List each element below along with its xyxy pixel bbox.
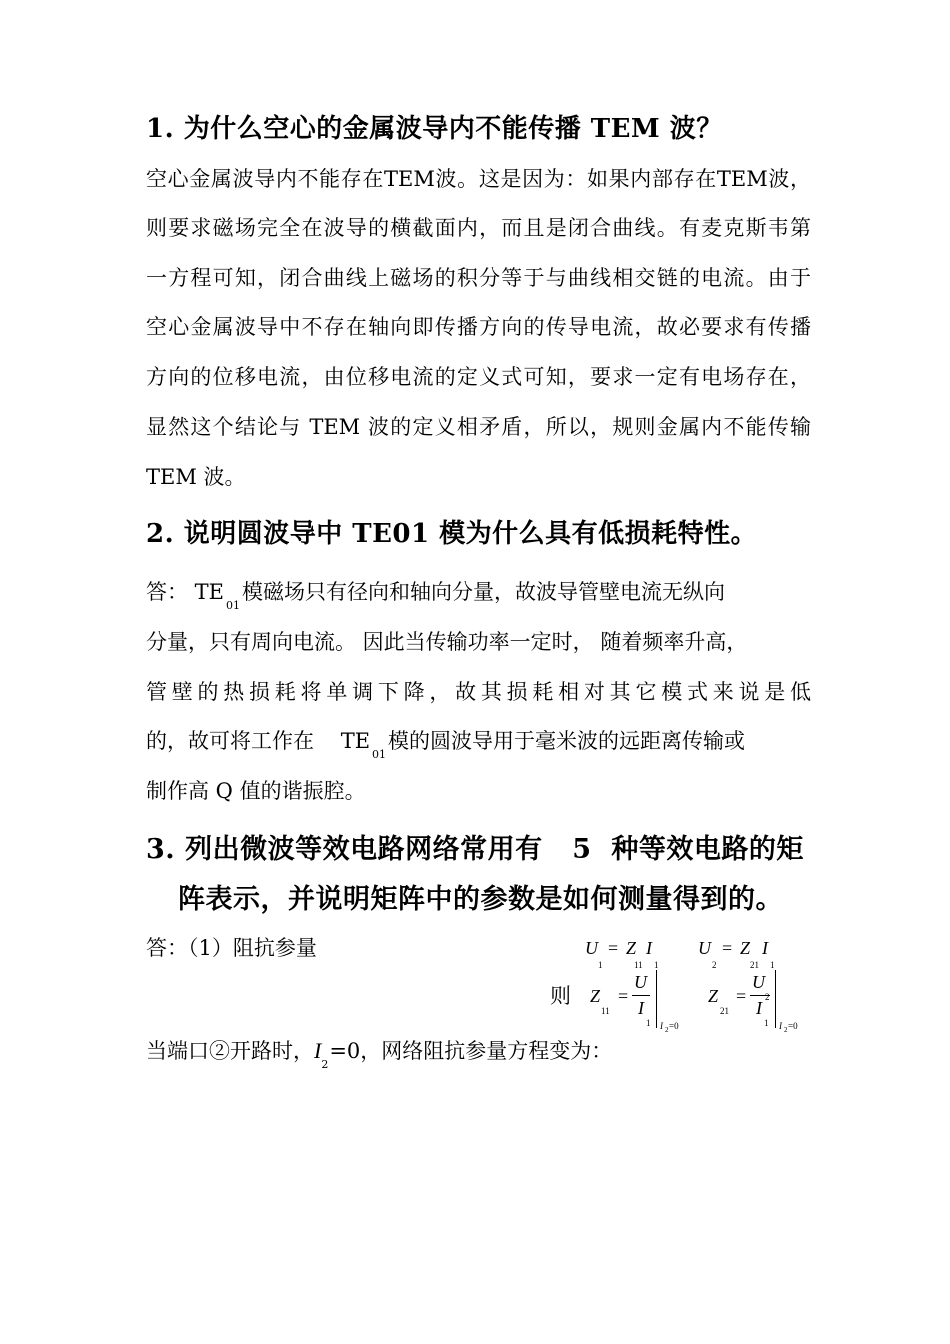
eq-z21-sub: 21: [720, 1006, 729, 1016]
eq-z11-num-u: U: [634, 972, 647, 992]
eq-u1-sub: 1: [598, 960, 603, 970]
eq-z11-den-sub: 1: [646, 1018, 651, 1028]
eq-z11-sub: 11: [601, 1006, 610, 1016]
q2-te01-subscript: 01: [226, 599, 241, 612]
eq-u1-u: U: [585, 938, 598, 958]
eq-u2-u: U: [698, 938, 711, 958]
eq-z21-num-sub: 2: [765, 992, 770, 1002]
port-i-sub: 2: [321, 1058, 329, 1071]
q1-line-4: 空心金属波导中不存在轴向即传播方向的传导电流，故必要求有传播: [146, 315, 811, 339]
question-3-heading-line-2: 阵表示，并说明矩阵中的参数是如何测量得到的。: [178, 884, 783, 915]
eq-z11-cond-sub: 2: [665, 1026, 669, 1034]
eq-u1-z: Z: [626, 938, 637, 958]
eq-z21-cond-val: =0: [788, 1021, 798, 1031]
eq-u2-z: Z: [740, 938, 751, 958]
then-label: 则: [550, 984, 571, 1008]
eq-z21-cond-i: I: [779, 1021, 782, 1031]
eq-u1-z-sub: 11: [634, 960, 643, 970]
q2-te01-subscript-2: 01: [372, 748, 387, 761]
eq-z11-eval-bar: [656, 970, 657, 1028]
q1-line-1: 空心金属波导内不能存在TEM波。这是因为：如果内部存在TEM波，: [146, 167, 811, 191]
eq-z21-equals: =: [736, 986, 747, 1006]
eq-u2-z-sub: 21: [750, 960, 759, 970]
question-1-heading: 1. 为什么空心的金属波导内不能传播 TEM 波？: [146, 114, 723, 144]
q3-answer-label: 答：（1）阻抗参量: [146, 936, 317, 960]
q1-line-5: 方向的位移电流，由位移电流的定义式可知，要求一定有电场存在，: [146, 365, 811, 389]
q1-line-6: 显然这个结论与 TEM 波的定义相矛盾，所以，规则金属内不能传输: [146, 415, 811, 439]
port-i: I: [314, 1038, 322, 1063]
eq-z21-z: Z: [708, 986, 719, 1006]
eq-z21-fraction-bar: [750, 995, 770, 996]
eq-u1-i: I: [646, 938, 652, 958]
eq-z11-z: Z: [590, 986, 601, 1006]
q2-line-4: [146, 727, 811, 759]
eq-z21-eval-bar: [775, 970, 776, 1028]
q2-line-1: [146, 578, 811, 610]
eq-z21-cond-sub: 2: [784, 1026, 788, 1034]
q1-line-2: 则要求磁场完全在波导的横截面内，而且是闭合曲线。有麦克斯韦第: [146, 216, 811, 240]
eq-z11-equals: =: [618, 986, 629, 1006]
question-2-heading: 2. 说明圆波导中 TE01 模为什么具有低损耗特性。: [146, 519, 758, 549]
eq-z11-fraction-bar: [632, 995, 650, 996]
eq-z11-cond-val: =0: [669, 1021, 679, 1031]
q2-line-1-b: 模磁场只有径向和轴向分量，故波导管壁电流无纵向: [242, 580, 726, 604]
eq-u2-i: I: [762, 938, 768, 958]
q2-line-3: 管壁的热损耗将单调下降，故其损耗相对其它模式来说是低: [146, 680, 811, 704]
eq-u2-equals: =: [722, 938, 733, 958]
eq-u2-sub: 2: [712, 960, 717, 970]
eq-z11-cond-i: I: [660, 1021, 663, 1031]
eq-u1-equals: =: [608, 938, 619, 958]
eq-z21-num-u: U: [752, 972, 765, 992]
eq-z21-den-i: I: [756, 998, 762, 1018]
port-text-a: 当端口②开路时，: [146, 1039, 314, 1063]
eq-u2-i-sub: 1: [770, 960, 775, 970]
q2-line-5: 制作高 Q 值的谐振腔。: [146, 779, 366, 803]
eq-z21-den-sub: 1: [764, 1018, 769, 1028]
q1-line-7: TEM 波。: [146, 465, 246, 489]
eq-z11-den-i: I: [638, 998, 644, 1018]
q2-line-4-b: 模的圆波导用于毫米波的远距离传输或: [388, 729, 746, 753]
q2-line-4-a: 的，故可将工作在 TE: [146, 729, 371, 753]
port-text-b: =0，网络阻抗参量方程变为：: [329, 1039, 613, 1063]
eq-u1-i-sub: 1: [654, 960, 659, 970]
question-3-heading-line-1: 3. 列出微波等效电路网络常用有 5 种等效电路的矩: [146, 834, 804, 865]
q2-line-2: 分量，只有周向电流。 因此当传输功率一定时， 随着频率升高，: [146, 630, 748, 654]
q3-port-line: [146, 1037, 811, 1069]
q1-line-3: 一方程可知，闭合曲线上磁场的积分等于与曲线相交链的电流。由于: [146, 266, 811, 290]
q2-line-1-a: 答： TE: [146, 580, 225, 604]
